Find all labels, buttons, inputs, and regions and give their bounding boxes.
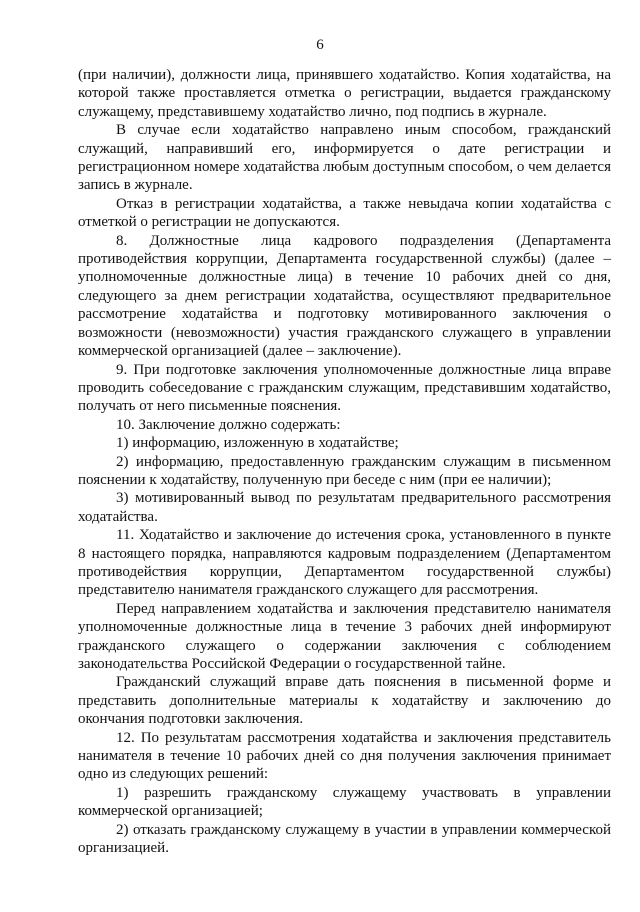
list-item: 2) отказать гражданскому служащему в участии в управлении коммерческой организацией. [78,821,611,857]
paragraph: Перед направлением ходатайства и заключения представителю нанимателя уполномоченные должностные лица в течение 3 рабочих дней информируют гражданского служащего о содержании заключения с соблюдением законодательства Российской Федерации о государственной тайне. [78,600,611,672]
document-body [78,66,611,857]
list-item: 2) информацию, предоставленную гражданским служащим в письменном пояснении к ходатайству, полученную при беседе с ним (при ее наличии); [78,453,611,488]
paragraph-item-9: 9. При подготовке заключения уполномоченные должностные лица вправе проводить собеседование с гражданским служащим, представившим ходатайство, получать от него письменные пояснения. [78,361,611,415]
paragraph-item-8: 8. Должностные лица кадрового подразделения (Департамента противодействия коррупции, Департамента государственной службы) (далее – уполномоченные должностные лица) в течение 10 рабочих дней со дня, следующего за днем регистрации ходатайства, осуществляют предварительное рассмотрение ходатайства и подготовку мотивированного заключения о возможности (невозможности) участия гражданского служащего в управлении коммерческой организацией (далее – заключение). [78,232,611,360]
paragraph: Гражданский служащий вправе дать пояснения в письменной форме и представить дополнительные материалы к ходатайству и заключению до окончания подготовки заключения. [78,674,611,728]
paragraph: В случае если ходатайство направлено иным способом, гражданский служащий, направивший его, информируется о дате регистрации и регистрационном номере ходатайства любым доступным способом, о чем делается запись в журнале. [78,122,611,194]
list-item: 3) мотивированный вывод по результатам предварительного рассмотрения ходатайства. [78,490,611,525]
paragraph-item-11: 11. Ходатайство и заключение до истечения срока, установленного в пункте 8 настоящего порядка, направляются кадровым подразделением (Департаментом противодействия коррупции, Департаментом государственной службы) представителю нанимателя гражданского служащего для рассмотрения. [78,527,611,599]
paragraph: Отказ в регистрации ходатайства, а также невыдача копии ходатайства с отметкой о регистрации не допускаются. [78,195,611,231]
list-item: 1) разрешить гражданскому служащему участвовать в управлении коммерческой организацией; [78,784,611,820]
paragraph-item-12: 12. По результатам рассмотрения ходатайства и заключения представитель нанимателя в течение 10 рабочих дней со дня получения заключения принимает одно из следующих решений: [78,729,611,783]
paragraph: (при наличии), должности лица, принявшего ходатайство. Копия ходатайства, на которой также проставляется отметка о регистрации, выдается гражданскому служащему, представившему ходатайство лично, под подпись в журнале. [78,67,611,120]
paragraph-item-10: 10. Заключение должно содержать: [116,416,341,433]
list-item: 1) информацию, изложенную в ходатайстве; [116,435,399,452]
page-number: 6 [316,37,324,53]
